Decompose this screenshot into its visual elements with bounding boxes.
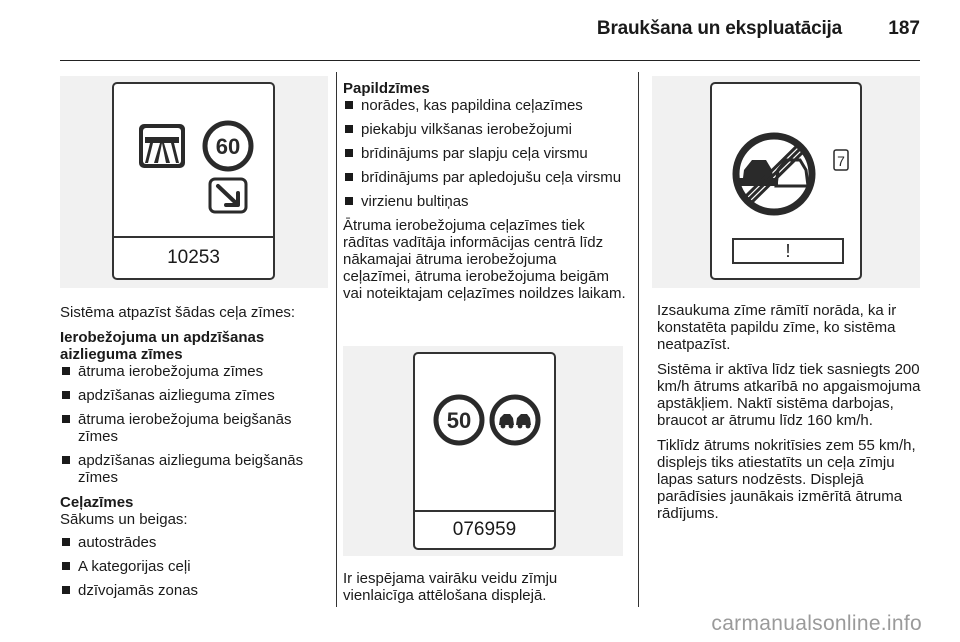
list-item: norādes, kas papildina ceļazīmes (343, 97, 627, 114)
bullet-square-icon (62, 562, 70, 570)
bullet-square-icon (345, 197, 353, 205)
speed-limit-50-icon (436, 397, 482, 443)
list-item: piekabju vilkšanas ierobežojumi (343, 121, 627, 138)
page-header-title: Braukšana un ekspluatācija (596, 18, 842, 39)
speed-limit-60-icon (205, 123, 251, 169)
left-column-text (60, 304, 328, 606)
direction-arrow-icon (210, 179, 246, 212)
header-rule (60, 60, 920, 61)
end-of-no-overtaking-icon (736, 136, 812, 212)
motorway-sign-icon (139, 124, 185, 168)
list-item: ātruma ierobežojuma beigšanās zīmes (60, 411, 328, 445)
bullet-square-icon (62, 391, 70, 399)
right-column-text (657, 302, 923, 522)
column-divider-1 (336, 72, 337, 607)
bullet-square-icon (62, 415, 70, 423)
list-item: A kategorijas ceļi (60, 558, 328, 575)
bullet-square-icon (62, 586, 70, 594)
bullet-square-icon (345, 173, 353, 181)
paragraph: Izsaukuma zīme rāmītī norāda, ka ir konstatēta papildu zīme, ko sistēma neatpazīst. (657, 302, 897, 353)
svg-text:60: 60 (215, 134, 241, 159)
figure-code: 10253 (114, 236, 273, 278)
figure-display-speed (343, 346, 623, 556)
list-item: apdzīšanas aizlieguma beigšanās zīmes (60, 452, 328, 486)
watermark: carmanualsonline.info (711, 612, 922, 635)
intro-text: Sistēma atpazīst šādas ceļa zīmes: (60, 304, 296, 321)
list-item: apdzīšanas aizlieguma zīmes (60, 387, 328, 404)
display-panel (112, 82, 275, 280)
bullet-square-icon (62, 538, 70, 546)
section-heading: Ceļazīmes (60, 494, 134, 511)
paragraph: Ātruma ierobežojuma ceļazīmes tiek rādītas vadītāja informācijas centrā līdz nākamajai ātruma ierobežojuma ceļazīmei, ātruma ierobežojuma beigām vai noteiktajam ceļazīmes noildzes laikam. (343, 217, 626, 302)
section-heading: Ierobežojuma un apdzīšanas aizlieguma zīmes (60, 329, 265, 363)
svg-text:50: 50 (446, 408, 472, 433)
display-panel (413, 352, 556, 550)
svg-text:7: 7 (837, 153, 845, 169)
list-item: brīdinājums par slapju ceļa virsmu (343, 145, 627, 162)
middle-column-text (343, 80, 627, 302)
bullet-square-icon (345, 125, 353, 133)
bullet-square-icon (345, 149, 353, 157)
page-number: 187 (888, 18, 920, 39)
small-sign-icon (834, 150, 848, 170)
bullet-square-icon (62, 367, 70, 375)
display-panel (710, 82, 862, 280)
section-intro: Sākums un beigas: (60, 511, 188, 528)
paragraph: Ir iespējama vairāku veidu zīmju vienlaicīga attēlošana displejā. (343, 570, 558, 604)
list-item: dzīvojamās zonas (60, 582, 328, 599)
no-overtaking-icon (492, 397, 538, 443)
list-item: brīdinājums par apledojušu ceļa virsmu (343, 169, 627, 186)
paragraph: Tiklīdz ātrums nokritīsies zem 55 km/h, displejs tiks atiestatīts un ceļa zīmju lapas saturs nodzēsts. Displejā parādīsies jaunākais izmērītā ātruma rādījums. (657, 437, 916, 522)
figure-code: 076959 (415, 510, 554, 548)
section-heading: Papildzīmes (343, 80, 430, 97)
column-divider-2 (638, 72, 639, 607)
figure-display-end-overtaking (652, 76, 920, 288)
list-item: autostrādes (60, 534, 328, 551)
bullet-square-icon (62, 456, 70, 464)
middle-bottom-text (343, 570, 627, 604)
list-item: virzienu bultiņas (343, 193, 627, 210)
list-item: ātruma ierobežojuma zīmes (60, 363, 328, 380)
bullet-square-icon (345, 101, 353, 109)
paragraph: Sistēma ir aktīva līdz tiek sasniegts 200 km/h ātrums atkarībā no apgaismojuma apstākļiem. Naktī sistēma darbojas, braucot ar ātrumu līdz 160 km/h. (657, 361, 921, 429)
unknown-sign-frame: ! (732, 238, 844, 264)
figure-display-motorway (60, 76, 328, 288)
